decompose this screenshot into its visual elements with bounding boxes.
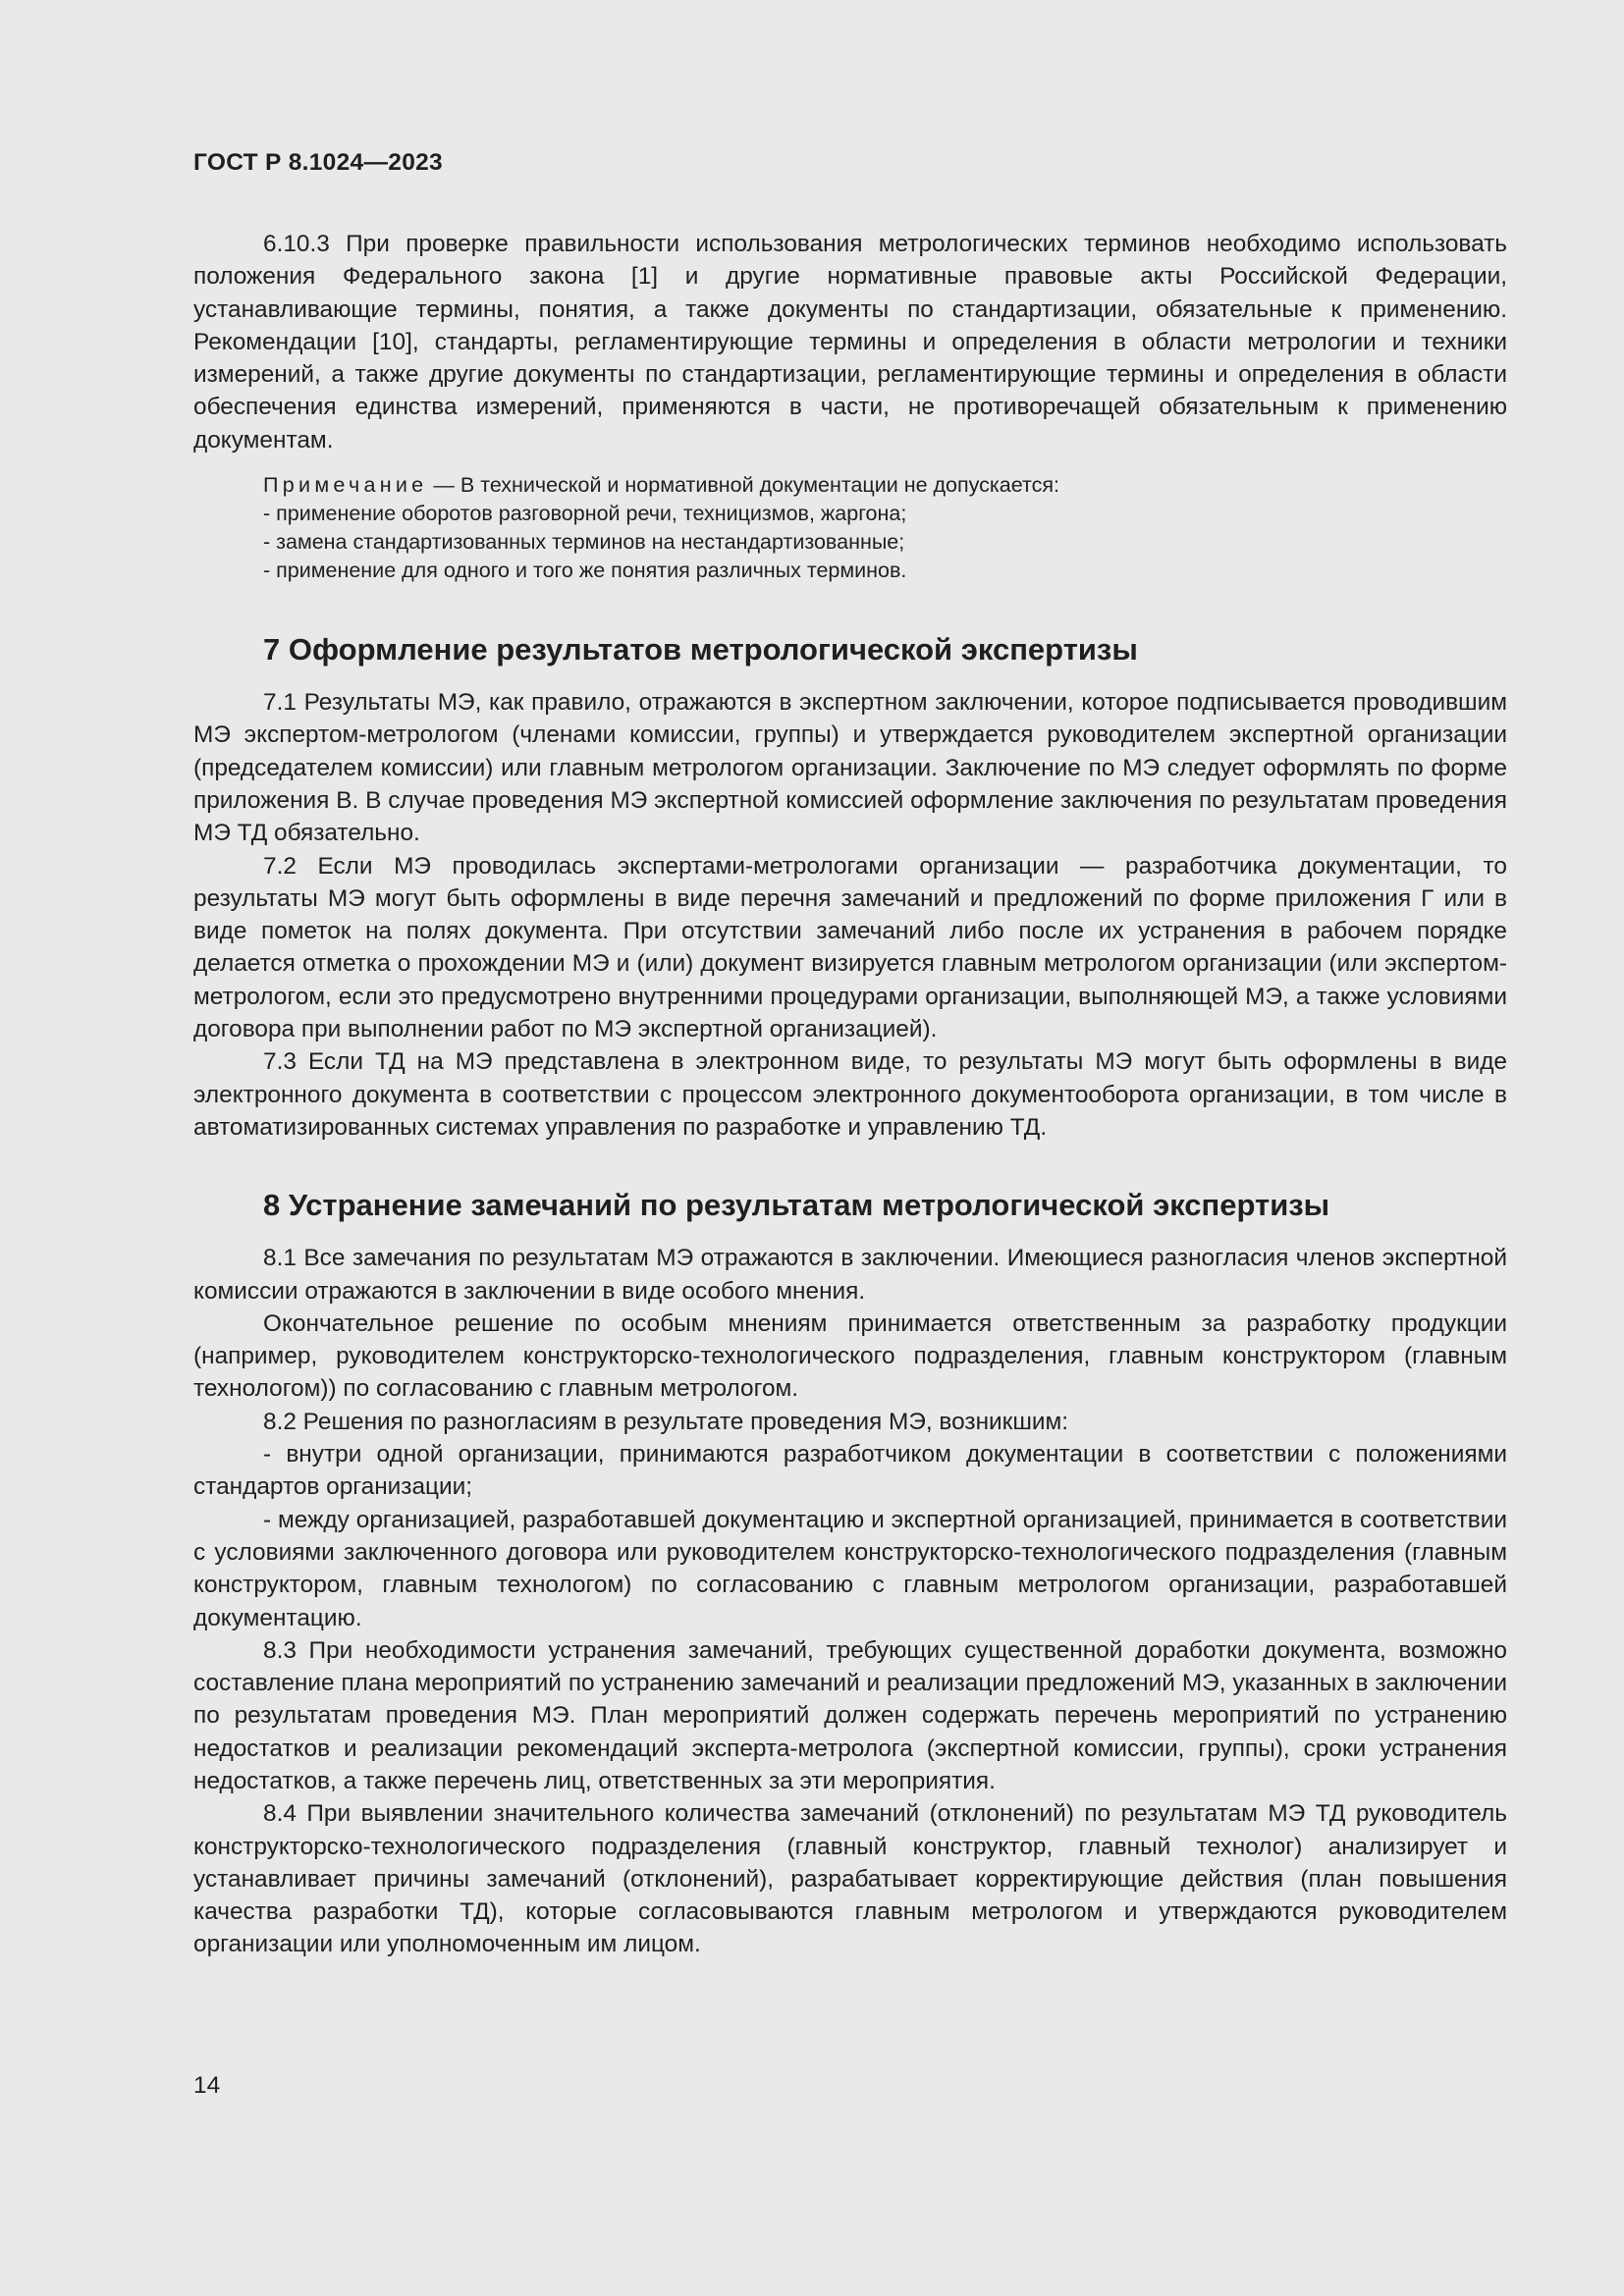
note-block xyxy=(263,471,1507,585)
paragraph-7-1: 7.1 Результаты МЭ, как правило, отражаются в экспертном заключении, которое подписывается проводившим МЭ экспертом-метрологом (членами комиссии, группы) и утверждается руководителем экспертной организации (председателем комиссии) или главным метрологом организации. Заключение по МЭ следует оформлять по форме приложения В. В случае проведения МЭ экспертной комиссией оформление заключения по результатам проведения МЭ ТД обязательно. xyxy=(193,689,1507,847)
paragraph-7-3: 7.3 Если ТД на МЭ представлена в электронном виде, то результаты МЭ могут быть оформлены в виде электронного документа в соответствии с процессом электронного документооборота организации, в том числе в автоматизированных системах управления по разработке и управлению ТД. xyxy=(193,1048,1507,1141)
note-item-2: - замена стандартизованных терминов на нестандартизованные; xyxy=(263,530,905,555)
paragraph-8-3: 8.3 При необходимости устранения замечаний, требующих существенной доработки документа, возможно составление плана мероприятий по устранению замечаний и реализации предложений МЭ, указанных в заключении по результатам проведения МЭ. План мероприятий должен содержать перечень мероприятий по устранению недостатков и реализации рекомендаций эксперта-метролога (экспертной комиссии, группы), сроки устранения недостатков, а также перечень лиц, ответственных за эти мероприятия. xyxy=(193,1636,1507,1794)
paragraph-7-2: 7.2 Если МЭ проводилась экспертами-метрологами организации — разработчика документации, то результаты МЭ могут быть оформлены в виде перечня замечаний и предложений по форме приложения Г или в виде пометок на полях документа. При отсутствии замечаний либо после их устранения в рабочем порядке делается отметка о прохождении МЭ и (или) документ визируется главным метрологом организации (или экспертом-метрологом, если это предусмотрено внутренними процедурами организации, выполняющей МЭ, а также условиями договора при выполнении работ по МЭ экспертной организацией). xyxy=(193,852,1507,1043)
section-8-heading: 8 Устранение замечаний по результатам метрологической экспертизы xyxy=(263,1188,1330,1223)
note-intro xyxy=(263,471,1507,500)
note-item-3: - применение для одного и того же понятия различных терминов. xyxy=(263,559,907,583)
note-item-1: - применение оборотов разговорной речи, техницизмов, жаргона; xyxy=(263,502,907,526)
document-code-header: ГОСТ Р 8.1024—2023 xyxy=(193,149,443,176)
paragraph-8-2: 8.2 Решения по разногласиям в результате проведения МЭ, возникшим: xyxy=(263,1408,1069,1435)
page-number: 14 xyxy=(193,2072,221,2099)
paragraph-6-10-3: 6.10.3 При проверке правильности использования метрологических терминов необходимо использовать положения Федерального закона [1] и другие нормативные правовые акты Российской Федерации, устанавливающие термины, понятия, а также документы по стандартизации, обязательные к применению. Рекомендации [10], стандарты, регламентирующие термины и определения в области метрологии и техники измерений, а также другие документы по стандартизации, регламентирующие термины и определения в области обеспечения единства измерений, применяются в части, не противоречащей обязательным к применению документам. xyxy=(193,231,1507,454)
paragraph-8-1-final-decision: Окончательное решение по особым мнениям принимается ответственным за разработку продукции (например, руководителем конструкторско-технологического подразделения, главным конструктором (главным технологом)) по согласованию с главным метрологом. xyxy=(193,1309,1507,1403)
paragraph-8-4: 8.4 При выявлении значительного количества замечаний (отклонений) по результатам МЭ ТД руководитель конструкторско-технологического подразделения (главный конструктор, главный технолог) анализирует и устанавливает причины замечаний (отклонений), разрабатывает корректирующие действия (план повышения качества разработки ТД), которые согласовываются главным метрологом и утверждаются руководителем организации или уполномоченным им лицом. xyxy=(193,1800,1507,1958)
page-content xyxy=(193,228,1507,1961)
note-label: Примечание xyxy=(263,473,428,498)
section-7-heading: 7 Оформление результатов метрологической экспертизы xyxy=(263,632,1138,667)
paragraph-8-2-item-internal: - внутри одной организации, принимаются разработчиком документации в соответствии с положениями стандартов организации; xyxy=(193,1441,1507,1501)
paragraph-8-1: 8.1 Все замечания по результатам МЭ отражаются в заключении. Имеющиеся разногласия членов экспертной комиссии отражаются в заключении в виде особого мнения. xyxy=(193,1245,1507,1305)
paragraph-8-2-item-external: - между организацией, разработавшей документацию и экспертной организацией, принимается в соответствии с условиями заключенного договора или руководителем конструкторско-технологического подразделения (главным конструктором, главным технологом) по согласованию с главным метрологом организации, разработавшей документацию. xyxy=(193,1506,1507,1631)
note-text: — В технической и нормативной документации не допускается: xyxy=(427,473,1059,498)
